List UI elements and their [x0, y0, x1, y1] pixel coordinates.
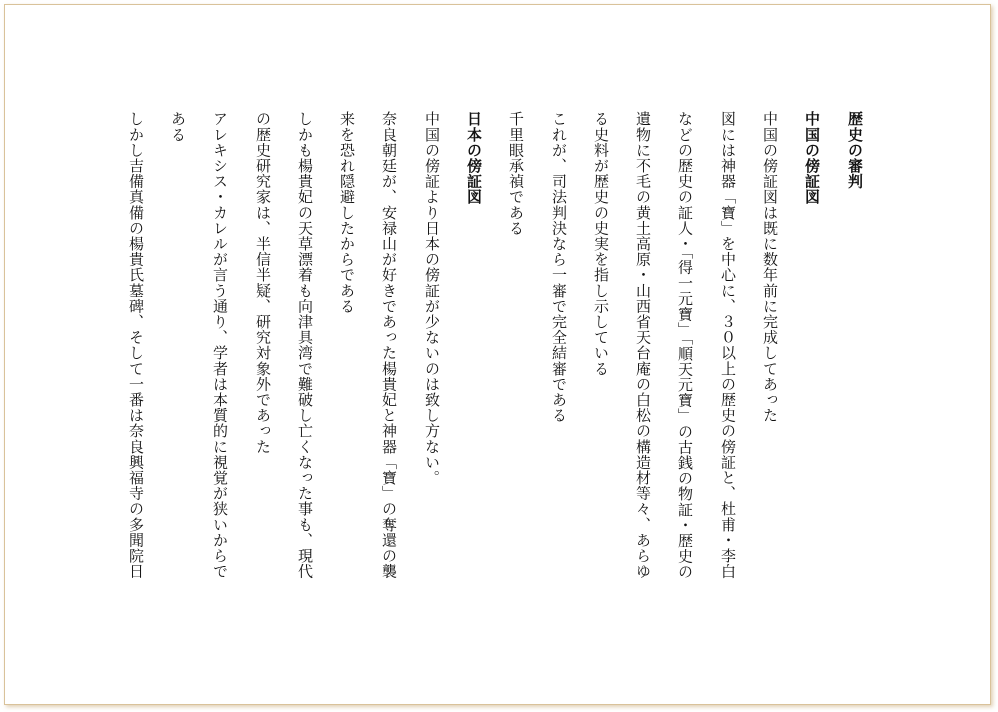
text-line: 奈良朝廷が、安禄山が好きであった楊貴妃と神器「寶」の奪還の襲 — [380, 111, 398, 579]
text-line: これが、司法判決なら一審で完全結審である — [550, 111, 568, 423]
text-line: 中国の傍証より日本の傍証が少ないのは致し方ない。 — [423, 111, 441, 486]
section-heading-china: 中国の傍証図 — [803, 111, 821, 205]
text-line: 千里眼承禎である — [507, 111, 525, 236]
text-line: しかし吉備真備の楊貴氏墓碑、そして一番は奈良興福寺の多聞院日 — [127, 111, 145, 579]
text-line: アレキシス・カレルが言う通り、学者は本質的に視覚が狭いからで — [211, 111, 229, 579]
text-line: 来を恐れ隠避したからである — [338, 111, 356, 314]
text-line: しかも楊貴妃の天草漂着も向津具湾で難破し亡くなった事も、現代 — [296, 111, 314, 579]
text-line: 図には神器「寶」を中心に、３０以上の歴史の傍証と、杜甫・李白 — [719, 111, 737, 579]
document-page — [4, 4, 991, 705]
text-line: 中国の傍証図は既に数年前に完成してあった — [761, 111, 779, 423]
text-line: 遺物に不毛の黄土高原・山西省天台庵の白松の構造材等々、あらゆ — [634, 111, 652, 579]
text-line: ある — [169, 111, 187, 143]
text-line: の歴史研究家は、半信半疑、研究対象外であった — [254, 111, 272, 455]
document-title: 歴史の審判 — [846, 111, 864, 189]
section-heading-japan: 日本の傍証図 — [465, 111, 483, 205]
text-line: などの歴史の証人・「得一元寶」「順天元寶」の古銭の物証・歴史の — [676, 111, 694, 580]
text-line: る史料が歴史の史実を指し示している — [592, 111, 610, 377]
